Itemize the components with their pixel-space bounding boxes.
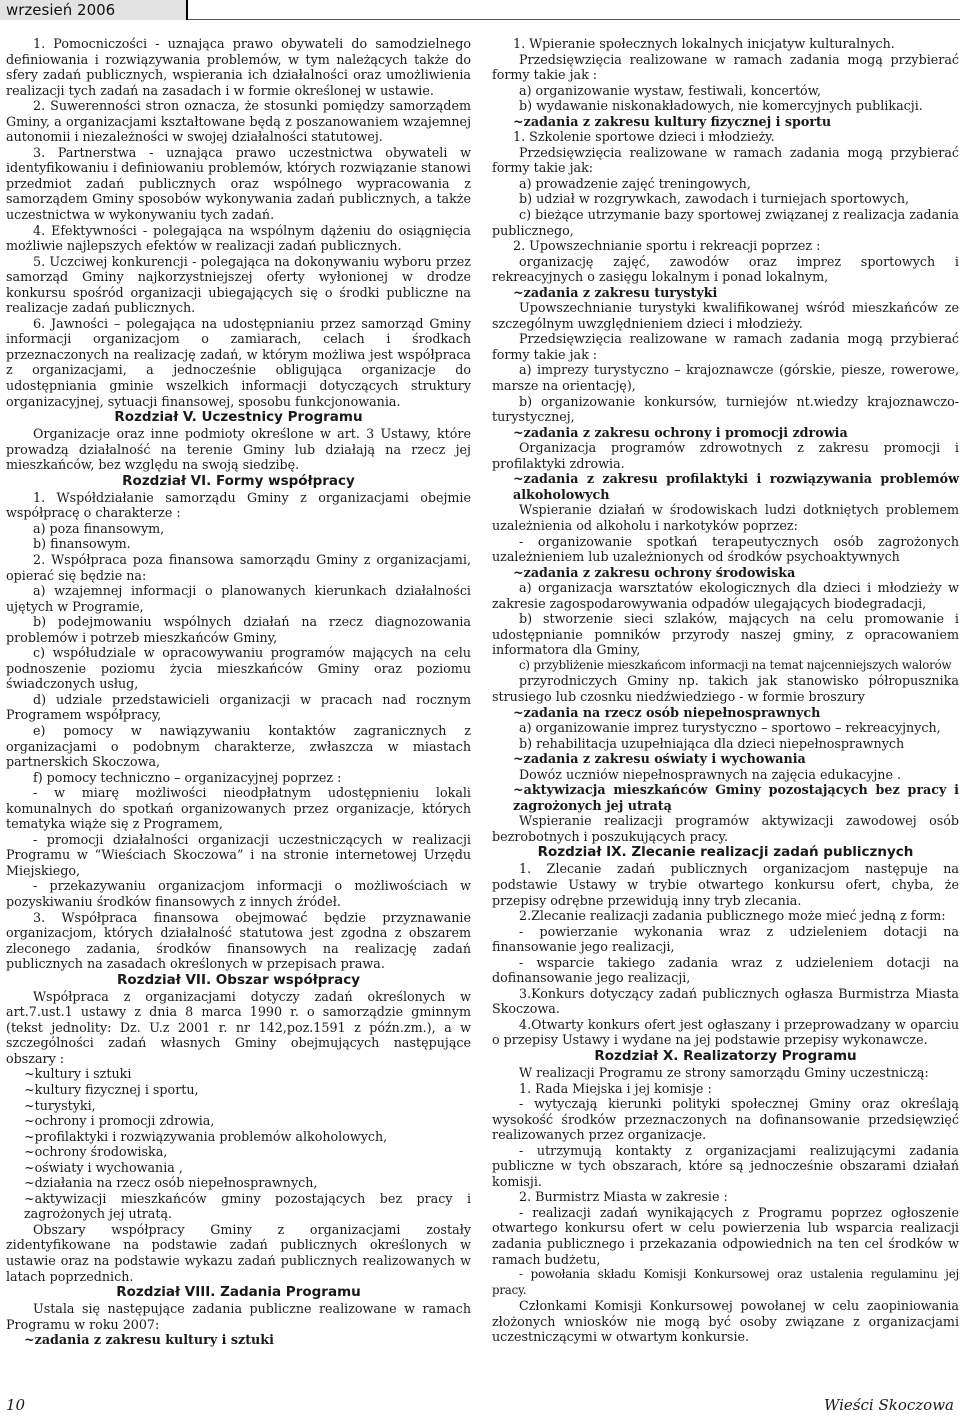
paragraph: Członkami Komisji Konkursowej powołanej w celu zaopiniowania złożonych wniosków nie mogą być osoby związane z organizacjami uczestniczącymi w otwartym konkursie. — [492, 1298, 959, 1345]
area-item: ~oświaty i wychowania , — [24, 1159, 183, 1175]
paragraph: 5. Uczciwej konkurencji - polegająca na dokonywaniu wyboru przez samorząd Gminy najkorzystniejszej oferty wyłonionej w drodze konkursu spośród organizacji ubiegających się o środki publiczne na realizacje zadań publicznych. — [6, 253, 471, 316]
area-item: ~profilaktyki i rozwiązywania problemów alkoholowych, — [24, 1128, 388, 1144]
list-item: - powołania składu Komisji Konkursowej oraz ustalenia regulaminu jej pracy. — [492, 1267, 959, 1297]
list-item: a) organizowanie wystaw, festiwali, koncertów, — [519, 82, 822, 98]
task-heading: ~zadania z zakresu turystyki — [513, 284, 718, 300]
list-item: - promocji działalności organizacji uczestniczących w realizacji Programu w “Wieściach Skoczowa” i na stronie internetowej Urzędu Miejskiego, — [6, 831, 471, 878]
paragraph: Obszary współpracy Gminy z organizacjami zostały zidentyfikowane na podstawie zadań publicznych określonych w ustawie oraz na podstawie wykazu zadań publicznych realizowanych w latach poprzednich. — [6, 1221, 471, 1284]
paragraph: 2. Suwerenności stron oznacza, że stosunki pomiędzy samorządem Gminy, a organizacjami kształtowane będą z poszanowaniem wzajemnej autonomii i niezależności w swojej działalności statutowej. — [6, 98, 471, 145]
area-item: ~działania na rzecz osób niepełnosprawnych, — [24, 1175, 318, 1191]
list-item: przyrodniczych Gminy np. takich jak stanowisko półropusznika strusiego lub czosnku niedźwiedziego - w formie broszury — [492, 673, 959, 704]
task-heading: ~zadania z zakresu kultury i sztuki — [24, 1332, 274, 1348]
paragraph: 1. Rada Miejska i jej komisje : — [519, 1080, 712, 1096]
list-item: a) prowadzenie zajęć treningowych, — [519, 175, 751, 191]
list-item: b) rehabilitacja uzupełniająca dla dzieci niepełnosprawnych — [519, 735, 905, 751]
paragraph: organizację zajęć, zawodów oraz imprez sportowych i rekreacyjnych o zasięgu lokalnym i ponad lokalnym, — [492, 253, 959, 285]
paragraph: 2.Zlecanie realizacji zadania publicznego może mieć jedną z form: — [519, 908, 946, 924]
list-item: b) finansowym. — [33, 536, 131, 552]
chapter-heading: Rozdział VII. Obszar współpracy — [116, 971, 360, 988]
list-item: d) udziale przedstawicieli organizacji w pracach nad rocznym Programem współpracy, — [6, 691, 471, 723]
list-item: - realizacji zadań wynikających z Programu poprzez ogłoszenie otwartego konkursu ofert w celu powierzenia lub wsparcia realizacji zadania publicznego i przekazania odpowiednich na ten cel środków w ramach budżetu, — [492, 1204, 959, 1267]
paragraph: 3. Współpraca finansowa obejmować będzie przyznawanie organizacjom, których działalność statutowa jest zgodna z obszarem zleconego zadania, środków finansowych na realizację zadań publicznych na zasadach określonych w przepisach prawa. — [6, 909, 471, 972]
chapter-heading: Rozdział VIII. Zadania Programu — [116, 1284, 361, 1301]
area-item: ~kultury i sztuki — [24, 1066, 132, 1082]
list-item: f) pomocy techniczno – organizacyjnej poprzez : — [33, 769, 342, 785]
list-item: a) imprezy turystyczno – krajoznawcze (górskie, piesze, rowerowe, marsze na orientację), — [492, 362, 959, 394]
page-number: 10 — [6, 1396, 26, 1414]
chapter-heading: Rozdział IX. Zlecanie realizacji zadań publicznych — [537, 844, 914, 861]
list-item: c) bieżące utrzymanie bazy sportowej związanej z realizacja zadania publicznego, — [492, 207, 959, 238]
paragraph: Organizacje oraz inne podmioty określone w art. 3 Ustawy, które prowadzą działalność na terenie Gminy lub działają na rzecz jej mieszkańców, bez względu na swoją siedzibę. — [6, 426, 471, 473]
chapter-heading: Rozdział X. Realizatorzy Programu — [594, 1048, 857, 1064]
paragraph: W realizacji Programu ze strony samorządu Gminy uczestniczą: — [519, 1065, 929, 1080]
paragraph: Przedsięwzięcia realizowane w ramach zadania mogą przybierać formy takie jak : — [492, 51, 959, 83]
left-column — [6, 36, 471, 1348]
list-item: b) udział w rozgrywkach, zawodach i turniejach sportowych, — [519, 191, 910, 207]
chapter-heading: Rozdział VI. Formy współpracy — [122, 472, 355, 489]
area-item: ~kultury fizycznej i sportu, — [24, 1082, 199, 1097]
list-item: a) wzajemnej informacji o planowanych kierunkach działalności ujętych w Programie, — [6, 583, 471, 614]
right-column — [492, 36, 959, 1345]
list-item: b) stworzenie sieci szlaków, mających na celu promowanie i udostępnianie pomników przyrody naszej gminy, z opracowaniem informatora dla Gminy, — [492, 611, 959, 658]
paragraph: Przedsięwzięcia realizowane w ramach zadania mogą przybierać formy takie jak : — [492, 331, 959, 362]
list-item: b) wydawanie niskonakładowych, nie komercyjnych publikacji. — [519, 98, 923, 114]
paragraph: Organizacja programów zdrowotnych z zakresu promocji i profilaktyki zdrowia. — [492, 440, 959, 471]
list-item: e) pomocy w nawiązywaniu kontaktów zagranicznych z organizacjami o podobnym charakterze, zwłaszcza w miastach partnerskich Skoczowa, — [6, 722, 471, 770]
list-item: a) organizacja warsztatów ekologicznych dla dzieci i młodzieży w zakresie zagospodarowywania odpadów ulegających biodegradacji, — [492, 580, 959, 611]
list-item: - wsparcie takiego zadania wraz z udzieleniem dotacji na dofinansowanie jego realizacji, — [492, 954, 959, 986]
paragraph: 2. Upowszechnianie sportu i rekreacji poprzez : — [513, 238, 821, 254]
paragraph: Ustala się następujące zadania publiczne realizowane w ramach Programu w roku 2007: — [6, 1301, 471, 1332]
list-item: c) przybliżenie mieszkańcom informacji na temat najcenniejszych walorów — [519, 657, 952, 672]
paragraph: Upowszechnianie turystyki kwalifikowanej wśród mieszkańców ze szczególnym uwzględnieniem dzieci i młodzieży. — [492, 300, 959, 331]
list-item: b) organizowanie konkursów, turniejów nt.wiedzy krajoznawczo-turystycznej, — [492, 393, 959, 425]
task-heading: ~zadania z zakresu ochrony i promocji zdrowia — [513, 424, 848, 440]
paragraph: Współpraca z organizacjami dotyczy zadań określonych w art.7.ust.1 ustawy z dnia 8 marca 1990 r. o samorządzie gminnym (tekst jednolity: Dz. U.z 2001 r. nr 142,poz.1591 z późn.zm.), a w szczególności zadań własnych Gminy obejmujących następujące obszary : — [6, 988, 471, 1066]
task-heading: ~zadania z zakresu profilaktyki i rozwiązywania problemów alkoholowych — [513, 471, 959, 502]
list-item: - powierzanie wykonania wraz z udzieleniem dotacji na finansowanie jego realizacji, — [492, 923, 959, 955]
paragraph: 3. Partnerstwa - uznająca prawo uczestnictwa obywateli w identyfikowaniu i definiowaniu problemów, których rozwiązanie stanowi przedmiot zadań publicznych oraz wspólnego wypracowania z samorządem Gminy sposobów wykonywania zadań publicznych, a także uczestnictwa w wykonywaniu tych zadań. — [6, 144, 471, 223]
list-item: - organizowanie spotkań terapeutycznych osób zagrożonych uzależnieniem lub uzależnionych od środków psychoaktywnych — [492, 533, 959, 565]
paragraph: 2. Współpraca poza finansowa samorządu Gminy z organizacjami, opierać się będzie na: — [6, 551, 471, 583]
task-heading: ~zadania z zakresu kultury fizycznej i sportu — [513, 113, 832, 129]
publication-name: Wieści Skoczowa — [823, 1396, 954, 1414]
paragraph: 4. Efektywności - polegająca na wspólnym dążeniu do osiągnięcia możliwie najlepszych efektów w realizacji zadań publicznych. — [6, 222, 471, 254]
paragraph: Wspieranie działań w środowiskach ludzi dotkniętych problemem uzależnienia od alkoholu i narkotyków poprzez: — [492, 502, 959, 533]
area-item: ~ochrony środowiska, — [24, 1144, 168, 1160]
paragraph: 2. Burmistrz Miasta w zakresie : — [519, 1189, 728, 1205]
area-item: ~aktywizacji mieszkańców gminy pozostających bez pracy i zagrożonych jej utratą. — [24, 1190, 471, 1222]
list-item: c) współudziale w opracowywaniu programów mających na celu podnoszenie poziomu życia mieszkańców Gminy oraz poziomu świadczonych usług, — [6, 645, 471, 692]
paragraph: Wspieranie realizacji programów aktywizacji zawodowej osób bezrobotnych i poszukujących pracy. — [492, 813, 959, 844]
list-item: b) podejmowaniu wspólnych działań na rzecz diagnozowania problemów i potrzeb mieszkańców Gminy, — [6, 614, 471, 645]
header-rule — [188, 19, 960, 20]
chapter-heading: Rozdział V. Uczestnicy Programu — [114, 409, 363, 426]
paragraph: 3.Konkurs dotyczący zadań publicznych ogłasza Burmistrza Miasta Skoczowa. — [492, 985, 959, 1017]
list-item: a) organizowanie imprez turystyczno – sportowo – rekreacyjnych, — [519, 720, 941, 736]
task-heading: ~zadania na rzecz osób niepełnosprawnych — [513, 704, 821, 720]
list-item: - wytyczają kierunki polityki społecznej Gminy oraz określają wysokość środków przeznaczonych na dofinansowanie przedsięwzięć realizowanych przez organizacje. — [492, 1096, 959, 1143]
paragraph: 1. Zlecanie zadań publicznych organizacjom następuje na podstawie Ustawy w trybie otwartego konkursu ofert, chyba, że przepisy odrębne przewidują inny tryb zlecania. — [492, 861, 959, 908]
list-item: - w miarę możliwości nieodpłatnym udostępnieniu lokali komunalnych do spotkań organizowanych przez organizacje, których tematyka wiąże się z Programem, — [6, 785, 471, 832]
page-header — [0, 0, 960, 20]
task-heading: ~aktywizacja mieszkańców Gminy pozostających bez pracy i zagrożonych jej utratą — [513, 782, 959, 813]
area-item: ~turystyki, — [24, 1097, 96, 1113]
list-item: - przekazywaniu organizacjom informacji o możliwościach w pozyskiwaniu środków finansowych z innych źródeł. — [6, 878, 471, 909]
paragraph: 1. Pomocniczości - uznająca prawo obywateli do samodzielnego definiowania i rozwiązywania problemów, w tym należących także do sfery zadań publicznych, wspierania ich działalności oraz umożliwienia realizacji tych zadań na zasadach i w formie określonej w ustawie. — [6, 36, 471, 98]
list-item: - utrzymują kontakty z organizacjami realizującymi zadania publiczne w tych obszarach, które są jednocześnie obszarami działań komisji. — [492, 1142, 959, 1189]
paragraph: Dowóz uczniów niepełnosprawnych na zajęcia edukacyjne . — [519, 766, 902, 782]
paragraph: 4.Otwarty konkurs ofert jest ogłaszany i przeprowadzany w oparciu o przepisy Ustawy i wydane na jej podstawie przepisy wykonawcze. — [492, 1016, 959, 1048]
paragraph: 1. Wpieranie społecznych lokalnych inicjatyw kulturalnych. — [513, 36, 895, 51]
task-heading: ~zadania z zakresu oświaty i wychowania — [513, 751, 806, 767]
list-item: a) poza finansowym, — [33, 520, 165, 536]
paragraph: 1. Szkolenie sportowe dzieci i młodzieży. — [513, 129, 775, 145]
task-heading: ~zadania z zakresu ochrony środowiska — [513, 564, 796, 580]
paragraph: 1. Współdziałanie samorządu Gminy z organizacjami obejmie współpracę o charakterze : — [6, 489, 471, 521]
area-item: ~ochrony i promocji zdrowia, — [24, 1113, 215, 1129]
issue-date: wrzesień 2006 — [0, 0, 188, 20]
paragraph: 6. Jawności – polegająca na udostępnianiu przez samorząd Gminy informacji organizacjom o zamiarach, celach i środkach przeznaczonych na realizację zadań, w którym możliwa jest współpraca z organizacjami, a jednocześnie obligująca organizacje do udostępniania gminie wszelkich informacji dotyczących struktury organizacyjnej, sytuacji finansowej, sposobu funkcjonowania. — [6, 315, 471, 409]
paragraph: Przedsięwzięcia realizowane w ramach zadania mogą przybierać formy takie jak: — [492, 144, 959, 176]
